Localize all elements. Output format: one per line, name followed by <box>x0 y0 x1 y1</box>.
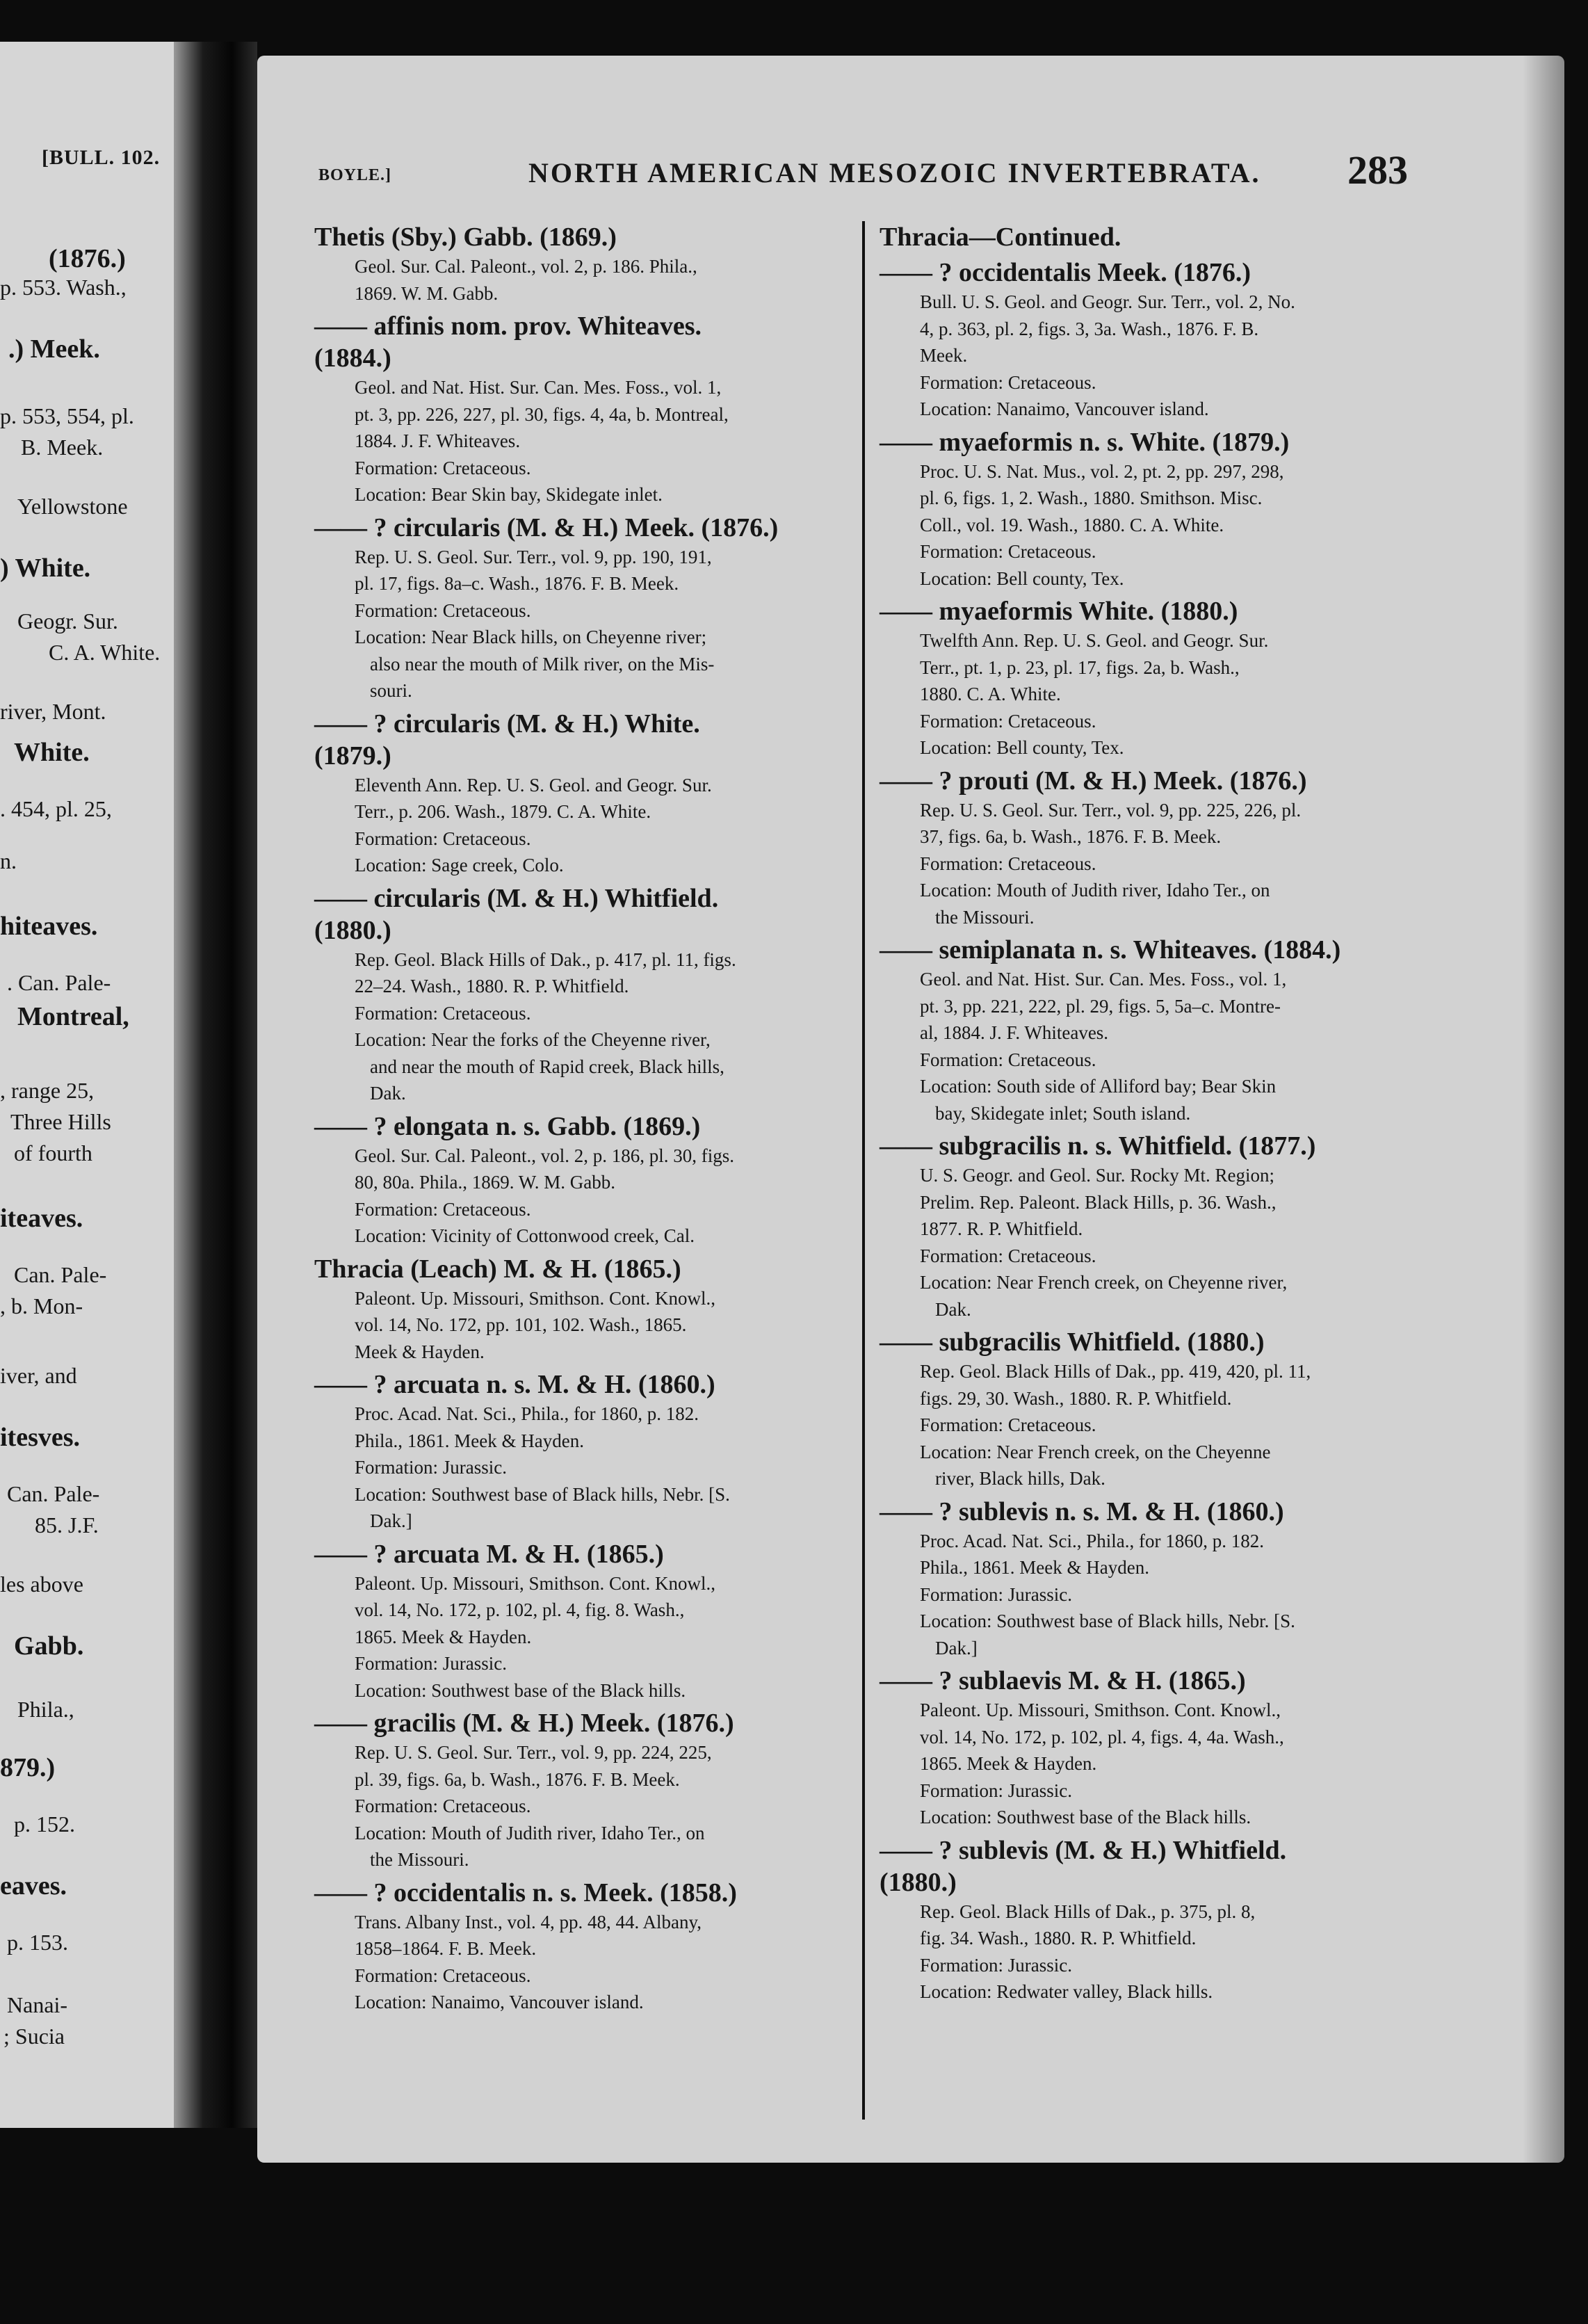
location-line: Location: Nanaimo, Vancouver island. <box>920 398 1209 419</box>
formation-line: Formation: Cretaceous. <box>920 541 1096 562</box>
location-line: souri. <box>370 680 412 701</box>
reference-line: 37, figs. 6a, b. Wash., 1876. F. B. Meek. <box>920 826 1222 847</box>
reference-line: U. S. Geogr. and Geol. Sur. Rocky Mt. Region; <box>920 1165 1274 1186</box>
reference-line: 1877. R. P. Whitfield. <box>920 1218 1083 1239</box>
reference-line: Phila., 1861. Meek & Hayden. <box>920 1557 1149 1578</box>
facing-page-line: Can. Pale- <box>7 1481 100 1506</box>
facing-page-fragment <box>0 42 188 2128</box>
formation-line: Formation: Cretaceous. <box>355 1796 531 1816</box>
reference-line: 22–24. Wash., 1880. R. P. Whitfield. <box>355 976 629 996</box>
location-line: and near the mouth of Rapid creek, Black hills, <box>370 1056 724 1077</box>
facing-page-line: hiteaves. <box>0 912 98 941</box>
facing-page-line: B. Meek. <box>21 435 104 460</box>
reference-line: pt. 3, pp. 226, 227, pl. 30, figs. 4, 4a, b. Montreal, <box>355 403 729 425</box>
entry-heading-year: (1879.) <box>314 741 391 770</box>
entry <box>880 1130 1436 1323</box>
entry-heading: —— ? arcuata M. & H. (1865.) <box>314 1539 664 1569</box>
entry <box>880 426 1436 592</box>
facing-page-line: les above <box>0 1572 83 1597</box>
reference-line: 1880. C. A. White. <box>920 684 1061 704</box>
facing-page-line: eaves. <box>0 1871 67 1901</box>
location-line: Location: Southwest base of Black hills, Nebr. [S. <box>920 1611 1295 1631</box>
location-line: Location: South side of Alliford bay; Bear Skin <box>920 1076 1277 1097</box>
reference-line: Geol. and Nat. Hist. Sur. Can. Mes. Foss., vol. 1, <box>920 969 1287 990</box>
entry-heading: —— circularis (M. & H.) Whitfield. <box>314 883 719 913</box>
formation-line: Formation: Cretaceous. <box>920 1414 1096 1435</box>
facing-page-header: [BULL. 102. <box>42 146 161 169</box>
facing-page-line: Yellowstone <box>17 494 128 519</box>
location-line: Location: Bell county, Tex. <box>920 567 1124 589</box>
right-column <box>880 221 1436 2009</box>
reference-line: pl. 6, figs. 1, 2. Wash., 1880. Smithson. Misc. <box>920 487 1263 508</box>
entry <box>880 1665 1436 1831</box>
location-line: Location: Mouth of Judith river, Idaho Ter., on <box>355 1822 705 1843</box>
reference-line: Paleont. Up. Missouri, Smithson. Cont. Knowl., <box>355 1287 716 1309</box>
location-line: also near the mouth of Milk river, on the Mis- <box>370 653 715 675</box>
facing-page-line: n. <box>0 848 17 873</box>
reference-line: Bull. U. S. Geol. and Geogr. Sur. Terr., vol. 2, No. <box>920 291 1295 312</box>
column-rule <box>862 221 865 2120</box>
facing-page-line: Phila., <box>17 1697 74 1722</box>
formation-line: Formation: Jurassic. <box>920 1954 1072 1976</box>
facing-page-line: 879.) <box>0 1753 56 1782</box>
location-line: Location: Southwest base of Black hills, Nebr. [S. <box>355 1483 730 1505</box>
formation-line: Formation: Jurassic. <box>355 1653 507 1674</box>
facing-page-line: , b. Mon- <box>0 1293 83 1318</box>
reference-line: vol. 14, No. 172, p. 102, pl. 4, fig. 8. Wash., <box>355 1599 685 1620</box>
facing-page-line: .) Meek. <box>8 334 100 364</box>
facing-page-line: p. 553, 554, pl. <box>0 403 134 428</box>
facing-page-line: ; Sucia <box>3 2024 65 2049</box>
reference-line: pl. 17, figs. 8a–c. Wash., 1876. F. B. Meek. <box>355 573 679 594</box>
entry <box>880 595 1436 761</box>
location-line: Dak.] <box>370 1510 412 1531</box>
location-line: Location: Near French creek, on the Cheyenne <box>920 1441 1271 1462</box>
book-page <box>257 56 1564 2163</box>
formation-line: Formation: Cretaceous. <box>355 599 531 621</box>
location-line: Location: Near Black hills, on Cheyenne river; <box>355 627 707 647</box>
reference-line: 1869. W. M. Gabb. <box>355 282 499 304</box>
entry <box>880 765 1436 931</box>
reference-line: pl. 39, figs. 6a, b. Wash., 1876. F. B. Meek. <box>355 1768 680 1790</box>
reference-line: Proc. Acad. Nat. Sci., Phila., for 1860, p. 182. <box>920 1530 1264 1551</box>
reference-line: 1865. Meek & Hayden. <box>920 1753 1097 1774</box>
entry-heading: —— semiplanata n. s. Whiteaves. (1884.) <box>880 935 1341 965</box>
facing-page-line: ) White. <box>0 554 91 583</box>
location-line: Dak. <box>935 1298 971 1320</box>
location-line: Dak.] <box>935 1637 978 1659</box>
reference-line: 1865. Meek & Hayden. <box>355 1626 532 1647</box>
reference-line: Rep. Geol. Black Hills of Dak., pp. 419, 420, pl. 11, <box>920 1361 1311 1382</box>
reference-line: al, 1884. J. F. Whiteaves. <box>920 1022 1109 1043</box>
running-head <box>257 147 1564 198</box>
entry-heading: Thetis (Sby.) Gabb. (1869.) <box>314 223 617 252</box>
entry <box>314 1111 870 1250</box>
location-line: Location: Vicinity of Cottonwood creek, Cal. <box>355 1225 695 1246</box>
facing-page-line: river, Mont. <box>0 699 106 724</box>
entry-heading: —— gracilis (M. & H.) Meek. (1876.) <box>314 1709 734 1738</box>
entry-heading: —— myaeformis n. s. White. (1879.) <box>880 427 1290 457</box>
reference-line: 1858–1864. F. B. Meek. <box>355 1938 537 1959</box>
formation-line: Formation: Jurassic. <box>920 1780 1072 1801</box>
entry-heading: —— ? circularis (M. & H.) Meek. (1876.) <box>314 513 779 542</box>
reference-line: Paleont. Up. Missouri, Smithson. Cont. Knowl., <box>920 1700 1281 1720</box>
entry-heading: —— ? circularis (M. & H.) White. <box>314 709 700 739</box>
entry <box>314 512 870 704</box>
entry-heading: Thracia (Leach) M. & H. (1865.) <box>314 1254 681 1284</box>
entry-heading: —— affinis nom. prov. Whiteaves. <box>314 312 702 341</box>
left-column <box>314 221 870 2019</box>
reference-line: vol. 14, No. 172, p. 102, pl. 4, figs. 4, 4a. Wash., <box>920 1726 1284 1748</box>
reference-line: fig. 34. Wash., 1880. R. P. Whitfield. <box>920 1928 1197 1948</box>
facing-page-line: (1876.) <box>49 244 126 273</box>
reference-line: Twelfth Ann. Rep. U. S. Geol. and Geogr. Sur. <box>920 630 1269 651</box>
location-line: the Missouri. <box>935 906 1035 928</box>
entry-heading: —— ? occidentalis n. s. Meek. (1858.) <box>314 1878 737 1907</box>
entry <box>314 882 870 1107</box>
facing-page-line: iver, and <box>0 1363 77 1388</box>
location-line: the Missouri. <box>370 1849 469 1870</box>
reference-line: Terr., p. 206. Wash., 1879. C. A. White. <box>355 801 651 822</box>
entry <box>880 1834 1436 2006</box>
entry-heading: Thracia—Continued. <box>880 223 1121 252</box>
entry-heading: —— subgracilis Whitfield. (1880.) <box>880 1328 1265 1357</box>
facing-page-line: p. 152. <box>14 1811 75 1837</box>
book-gutter <box>174 42 257 2128</box>
formation-line: Formation: Cretaceous. <box>355 1002 531 1024</box>
reference-line: Geol. Sur. Cal. Paleont., vol. 2, p. 186. Phila., <box>355 256 697 277</box>
facing-page-line: 85. J.F. <box>35 1512 99 1538</box>
facing-page-line: Can. Pale- <box>14 1262 107 1287</box>
reference-line: Geol. and Nat. Hist. Sur. Can. Mes. Foss., vol. 1, <box>355 377 722 398</box>
location-line: Location: Southwest base of the Black hills. <box>355 1679 686 1701</box>
reference-line: pt. 3, pp. 221, 222, pl. 29, figs. 5, 5a–c. Montre- <box>920 995 1281 1017</box>
formation-line: Formation: Cretaceous. <box>355 1964 531 1986</box>
facing-page-line: C. A. White. <box>49 640 161 665</box>
formation-line: Formation: Cretaceous. <box>920 710 1096 732</box>
facing-page-line: Geogr. Sur. <box>17 608 118 634</box>
reference-line: Proc. U. S. Nat. Mus., vol. 2, pt. 2, pp. 297, 298, <box>920 460 1284 482</box>
reference-line: Rep. Geol. Black Hills of Dak., p. 417, pl. 11, figs. <box>355 949 736 970</box>
reference-line: Meek & Hayden. <box>355 1341 485 1362</box>
entry-heading: —— subgracilis n. s. Whitfield. (1877.) <box>880 1131 1316 1161</box>
location-line: Location: Near the forks of the Cheyenne river, <box>355 1029 711 1050</box>
reference-line: Rep. U. S. Geol. Sur. Terr., vol. 9, pp. 224, 225, <box>355 1742 712 1763</box>
entry <box>880 1326 1436 1492</box>
formation-line: Formation: Cretaceous. <box>920 853 1096 874</box>
entry <box>314 310 870 508</box>
facing-page-line: Three Hills <box>10 1109 111 1134</box>
entry-heading: —— myaeformis White. (1880.) <box>880 597 1238 626</box>
reference-line: 80, 80a. Phila., 1869. W. M. Gabb. <box>355 1172 615 1193</box>
entry <box>314 1369 870 1535</box>
running-head-author: BOYLE.] <box>318 166 392 184</box>
facing-page-line: Gabb. <box>14 1631 84 1661</box>
entry <box>314 1538 870 1704</box>
formation-line: Formation: Cretaceous. <box>920 1245 1096 1266</box>
formation-line: Formation: Jurassic. <box>920 1583 1072 1605</box>
facing-page-line: p. 153. <box>7 1930 68 1955</box>
entry-heading: —— ? arcuata n. s. M. & H. (1860.) <box>314 1370 715 1399</box>
reference-line: Rep. Geol. Black Hills of Dak., p. 375, pl. 8, <box>920 1901 1256 1922</box>
entry <box>314 1877 870 2016</box>
location-line: Location: Near French creek, on Cheyenne river, <box>920 1272 1288 1293</box>
entry-heading: —— ? prouti (M. & H.) Meek. (1876.) <box>880 766 1307 796</box>
entry-heading: —— ? sublevis (M. & H.) Whitfield. <box>880 1835 1287 1865</box>
entry <box>880 934 1436 1127</box>
entry <box>314 1253 870 1366</box>
facing-page-line: , range 25, <box>0 1078 95 1103</box>
formation-line: Formation: Cretaceous. <box>920 1049 1096 1070</box>
reference-line: 4, p. 363, pl. 2, figs. 3, 3a. Wash., 1876. F. B. <box>920 318 1259 339</box>
formation-line: Formation: Cretaceous. <box>355 1198 531 1220</box>
location-line: Dak. <box>370 1083 406 1104</box>
location-line: river, Black hills, Dak. <box>935 1468 1105 1489</box>
entry <box>880 1496 1436 1662</box>
reference-line: Rep. U. S. Geol. Sur. Terr., vol. 9, pp. 225, 226, pl. <box>920 799 1302 821</box>
reference-line: Phila., 1861. Meek & Hayden. <box>355 1430 584 1451</box>
formation-line: Formation: Cretaceous. <box>355 457 531 478</box>
formation-line: Formation: Cretaceous. <box>920 371 1096 393</box>
facing-page-line: iteaves. <box>0 1204 83 1233</box>
reference-line: Proc. Acad. Nat. Sci., Phila., for 1860, p. 182. <box>355 1403 699 1424</box>
reference-line: Rep. U. S. Geol. Sur. Terr., vol. 9, pp. 190, 191, <box>355 546 712 567</box>
location-line: Location: Nanaimo, Vancouver island. <box>355 1992 644 2012</box>
reference-line: Prelim. Rep. Paleont. Black Hills, p. 36. Wash., <box>920 1191 1277 1213</box>
facing-page-line: of fourth <box>14 1140 92 1165</box>
entry <box>880 257 1436 423</box>
location-line: Location: Southwest base of the Black hills. <box>920 1807 1251 1827</box>
location-line: Location: Redwater valley, Black hills. <box>920 1981 1213 2002</box>
entry-heading: —— ? occidentalis Meek. (1876.) <box>880 258 1251 287</box>
facing-page-line: p. 553. Wash., <box>0 275 127 300</box>
formation-line: Formation: Jurassic. <box>355 1457 507 1478</box>
formation-line: Formation: Cretaceous. <box>355 828 531 849</box>
entry-heading: —— ? sublaevis M. & H. (1865.) <box>880 1666 1246 1695</box>
reference-line: Eleventh Ann. Rep. U. S. Geol. and Geogr. Sur. <box>355 774 712 796</box>
reference-line: Paleont. Up. Missouri, Smithson. Cont. Knowl., <box>355 1572 716 1594</box>
reference-line: Terr., pt. 1, p. 23, pl. 17, figs. 2a, b. Wash., <box>920 656 1240 678</box>
facing-page-line: . 454, pl. 25, <box>0 796 112 821</box>
entry-heading-year: (1880.) <box>880 1867 957 1897</box>
reference-line: 1884. J. F. Whiteaves. <box>355 430 521 451</box>
entry <box>314 708 870 879</box>
location-line: Location: Bell county, Tex. <box>920 737 1124 758</box>
reference-line: Coll., vol. 19. Wash., 1880. C. A. White. <box>920 514 1224 535</box>
reference-line: vol. 14, No. 172, pp. 101, 102. Wash., 1865. <box>355 1314 687 1335</box>
location-line: bay, Skidegate inlet; South island. <box>935 1102 1191 1124</box>
reference-line: Meek. <box>920 345 968 366</box>
entry-heading-year: (1880.) <box>314 915 391 945</box>
location-line: Location: Bear Skin bay, Skidegate inlet. <box>355 484 663 505</box>
facing-page-line: . Can. Pale- <box>7 970 111 995</box>
reference-line: figs. 29, 30. Wash., 1880. R. P. Whitfield. <box>920 1387 1232 1409</box>
facing-page-line: itesves. <box>0 1423 81 1452</box>
running-head-title: NORTH AMERICAN MESOZOIC INVERTEBRATA. <box>528 157 1261 188</box>
entry <box>880 221 1436 253</box>
entry <box>314 221 870 307</box>
location-line: Location: Sage creek, Colo. <box>355 855 564 875</box>
entry <box>314 1707 870 1873</box>
page-number: 283 <box>1347 147 1408 193</box>
entry-heading: —— ? elongata n. s. Gabb. (1869.) <box>314 1111 701 1141</box>
facing-page-line: Montreal, <box>17 1002 129 1031</box>
entry-heading-year: (1884.) <box>314 344 391 373</box>
reference-line: Trans. Albany Inst., vol. 4, pp. 48, 44. Albany, <box>355 1911 702 1932</box>
facing-page-line: Nanai- <box>7 1992 68 2017</box>
location-line: Location: Mouth of Judith river, Idaho Ter., on <box>920 880 1270 901</box>
reference-line: Geol. Sur. Cal. Paleont., vol. 2, p. 186, pl. 30, figs. <box>355 1145 734 1166</box>
facing-page-line: White. <box>14 738 90 767</box>
entry-heading: —— ? sublevis n. s. M. & H. (1860.) <box>880 1496 1284 1526</box>
